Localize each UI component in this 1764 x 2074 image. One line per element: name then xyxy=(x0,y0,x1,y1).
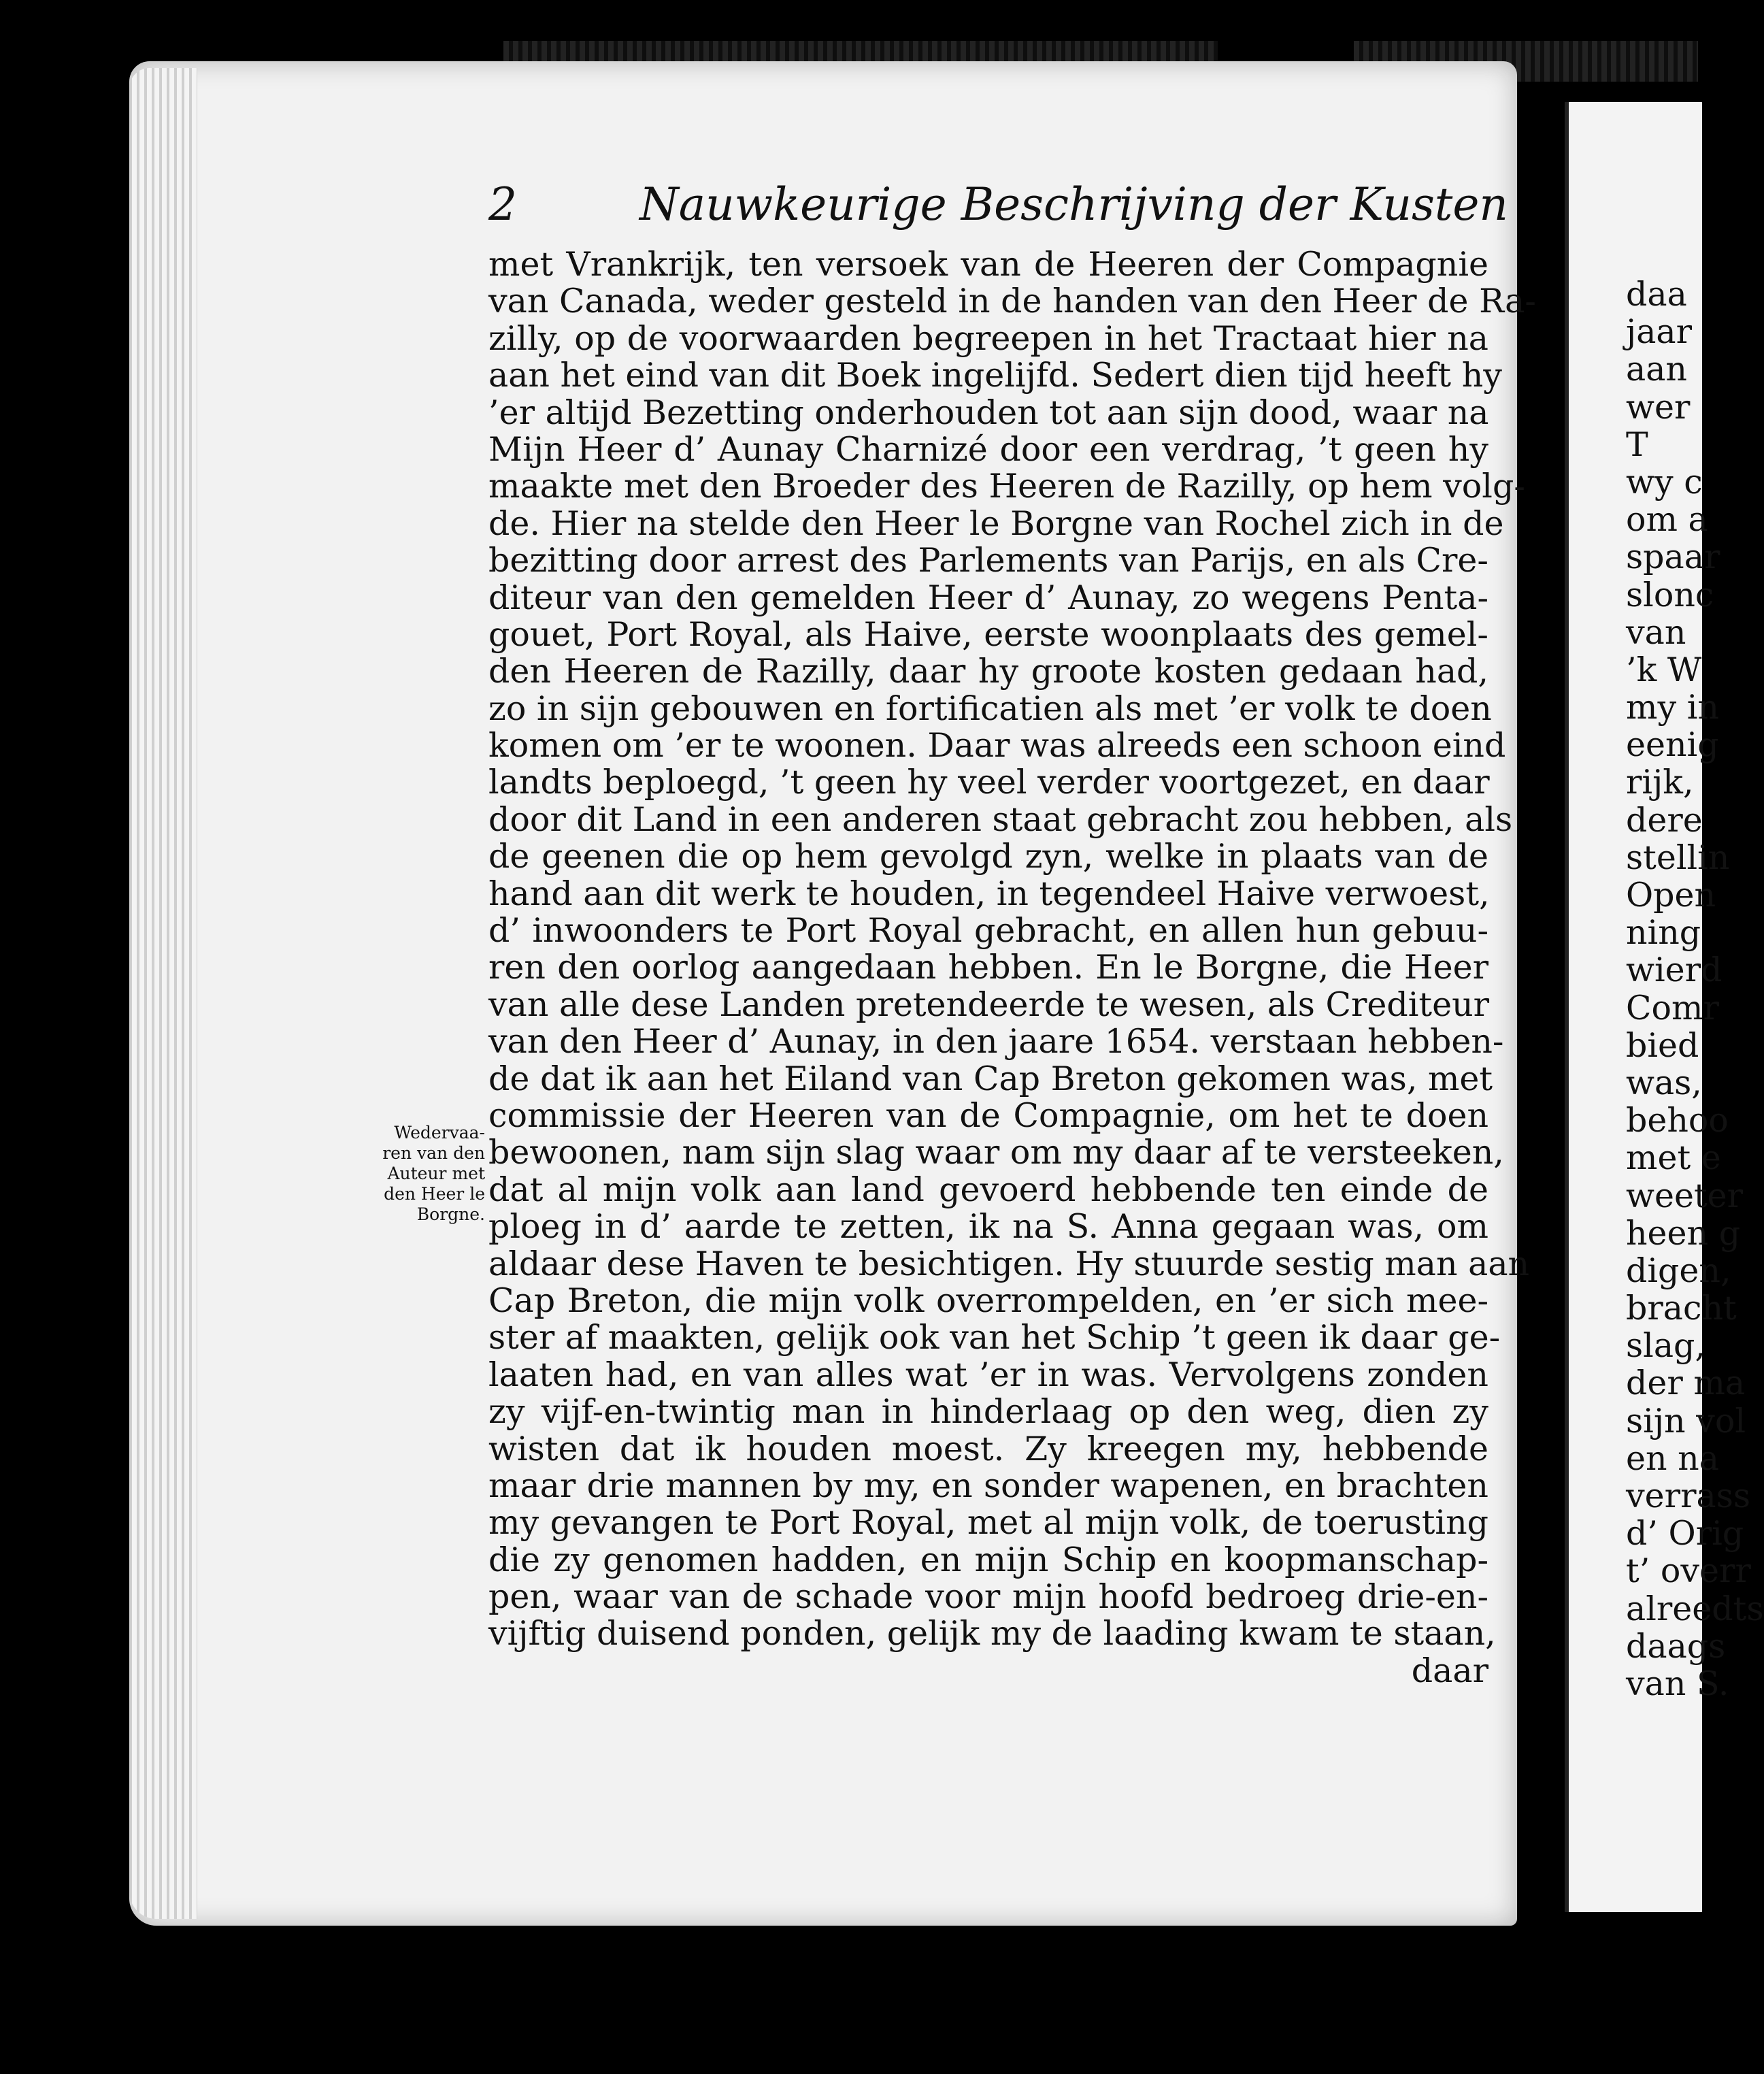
marginal-note-line: Borgne. xyxy=(416,1204,485,1224)
text-line: vijftig duisend ponden, gelijk my de laading kwam te staan, xyxy=(488,1614,1496,1653)
next-page-fragment: aan xyxy=(1626,350,1687,389)
marginal-note-line: Wedervaa- xyxy=(394,1123,485,1142)
next-page-fragment: weeter xyxy=(1626,1176,1744,1215)
next-page-fragment: dere xyxy=(1626,800,1703,840)
next-page-fragment: ’k W xyxy=(1626,650,1702,689)
text-line: hand aan dit werk te houden, in tegendeel Haive verwoest, xyxy=(488,874,1490,913)
text-line: my gevangen te Port Royal, met al mijn volk, de toerusting xyxy=(488,1503,1488,1543)
text-line: met Vrankrijk, ten versoek van de Heeren der Compagnie xyxy=(488,245,1488,284)
text-line: pen, waar van de schade voor mijn hoofd bedroeg drie-en- xyxy=(488,1577,1488,1617)
next-page-fragments xyxy=(1626,275,1764,1703)
next-page-fragment: wy c xyxy=(1626,462,1703,501)
text-line: Mijn Heer d’ Aunay Charnizé door een verdrag, ’t geen hy xyxy=(488,429,1488,469)
text-line: ploeg in d’ aarde te zetten, ik na S. Anna gegaan was, om xyxy=(488,1207,1488,1247)
running-title: Nauwkeurige Beschrijving der Kusten xyxy=(639,178,1508,231)
text-line: de geenen die op hem gevolgd zyn, welke in plaats van de xyxy=(488,837,1488,876)
next-page-fragment: slag, xyxy=(1626,1326,1705,1366)
text-line: d’ inwoonders te Port Royal gebracht, en allen hun gebuu- xyxy=(488,911,1488,951)
next-page-fragment: rijk, xyxy=(1626,763,1694,802)
text-line: bewoonen, nam sijn slag waar om my daar af te versteeken, xyxy=(488,1133,1504,1172)
next-page-fragment: verrass xyxy=(1626,1477,1751,1515)
next-page-fragment: d’ Orig xyxy=(1626,1514,1744,1553)
text-line: ’er altijd Bezetting onderhouden tot aan sijn dood, waar na xyxy=(488,393,1489,432)
next-page-fragment: alreedts xyxy=(1626,1589,1764,1628)
text-line: aan het eind van dit Boek ingelijfd. Sedert dien tijd heeft hy xyxy=(488,356,1502,395)
next-page-fragment: Open xyxy=(1626,876,1716,915)
text-line: wisten dat ik houden moest. Zy kreegen my, hebbende xyxy=(488,1429,1488,1468)
next-page-fragment: van S. xyxy=(1626,1664,1729,1703)
text-line: bezitting door arrest des Parlements van Parijs, en als Cre- xyxy=(488,541,1488,580)
marginal-note-line: ren van den xyxy=(382,1143,485,1163)
body-text xyxy=(488,245,1536,1690)
next-page-fragment: stellin xyxy=(1626,838,1730,877)
next-page-fragment: bracht xyxy=(1626,1289,1737,1328)
text-line: zy vijf-en-twintig man in hinderlaag op den weg, dien zy xyxy=(488,1392,1488,1432)
text-line: die zy genomen hadden, en mijn Schip en koopmanschap- xyxy=(488,1540,1488,1579)
marginal-note xyxy=(339,1123,485,1225)
text-line: van alle dese Landen pretendeerde te wesen, als Crediteur xyxy=(488,985,1490,1024)
text-line: diteur van den gemelden Heer d’ Aunay, zo wegens Penta- xyxy=(488,578,1488,617)
marginal-note-line: Auteur met xyxy=(387,1164,485,1183)
next-page-fragment: der ma xyxy=(1626,1364,1746,1403)
next-page-fragment: en na xyxy=(1626,1438,1719,1478)
next-page-fragment: T xyxy=(1626,425,1648,464)
text-line: landts beploegd, ’t geen hy veel verder voortgezet, en daar xyxy=(488,763,1490,802)
next-page-fragment: sijn vol xyxy=(1626,1401,1746,1441)
next-page-fragment: daags xyxy=(1626,1626,1726,1666)
page-edges xyxy=(129,68,197,1919)
text-line: zo in sijn gebouwen en fortificatien als met ’er volk te doen xyxy=(488,689,1492,728)
text-line: gouet, Port Royal, als Haive, eerste woonplaats des gemel- xyxy=(488,614,1488,654)
text-line: Cap Breton, die mijn volk overrompelden, en ’er sich mee- xyxy=(488,1281,1488,1320)
next-page-fragment: met e xyxy=(1626,1138,1721,1178)
text-line: de. Hier na stelde den Heer le Borgne van Rochel zich in de xyxy=(488,504,1504,543)
next-page-fragment: om a xyxy=(1626,500,1708,540)
page-number: 2 xyxy=(488,178,517,231)
text-line: maakte met den Broeder des Heeren de Razilly, op hem volg- xyxy=(488,467,1525,506)
next-page-fragment: van xyxy=(1626,612,1686,652)
text-line: komen om ’er te woonen. Daar was alreeds een schoon eind xyxy=(488,726,1506,766)
next-page-fragment: t’ overr xyxy=(1626,1551,1751,1591)
text-line: laaten had, en van alles wat ’er in was. Vervolgens zonden xyxy=(488,1355,1488,1394)
text-line: van Canada, weder gesteld in de handen van den Heer de Ra- xyxy=(488,282,1536,321)
text-line: dat al mijn volk aan land gevoerd hebbende ten einde de xyxy=(488,1170,1488,1209)
text-line: de dat ik aan het Eiland van Cap Breton gekomen was, met xyxy=(488,1059,1493,1098)
next-page-fragment: slonc xyxy=(1626,575,1714,614)
page-header xyxy=(488,178,1508,240)
next-page-fragment: ning xyxy=(1626,913,1701,953)
text-line: zilly, op de voorwaarden begreepen in het Tractaat hier na xyxy=(488,318,1488,358)
next-page-fragment: daa xyxy=(1626,275,1687,314)
next-page-fragment: was, xyxy=(1626,1063,1702,1102)
next-page-fragment: Comr xyxy=(1626,988,1719,1027)
next-page-fragment: heen g xyxy=(1626,1213,1741,1253)
text-line: van den Heer d’ Aunay, in den jaare 1654. verstaan hebben- xyxy=(488,1022,1504,1061)
text-line: door dit Land in een anderen staat gebracht zou hebben, als xyxy=(488,800,1513,839)
marginal-note-line: den Heer le xyxy=(384,1184,485,1204)
next-page-fragment: jaar xyxy=(1626,312,1693,352)
next-page-fragment: bied xyxy=(1626,1025,1699,1065)
next-page-fragment: eenig xyxy=(1626,725,1719,765)
next-page-fragment: behoo xyxy=(1626,1101,1729,1140)
text-line: ren den oorlog aangedaan hebben. En le Borgne, die Heer xyxy=(488,948,1488,987)
next-page-fragment: my in xyxy=(1626,688,1719,727)
next-page-fragment: digen, xyxy=(1626,1251,1731,1290)
next-page-fragment: wer xyxy=(1626,387,1691,427)
text-line: aldaar dese Haven te besichtigen. Hy stuurde sestig man aan xyxy=(488,1244,1530,1283)
next-page-fragment: spaar xyxy=(1626,538,1720,577)
text-line: commissie der Heeren van de Compagnie, om het te doen xyxy=(488,1096,1488,1135)
next-page-fragment: wierd xyxy=(1626,951,1723,990)
text-line: den Heeren de Razilly, daar hy groote kosten gedaan had, xyxy=(488,652,1488,691)
catchword: daar xyxy=(1411,1651,1488,1690)
text-line: maar drie mannen by my, en sonder wapenen, en brachten xyxy=(488,1466,1488,1505)
text-line: ster af maakten, gelijk ook van het Schip ’t geen ik daar ge- xyxy=(488,1318,1501,1357)
